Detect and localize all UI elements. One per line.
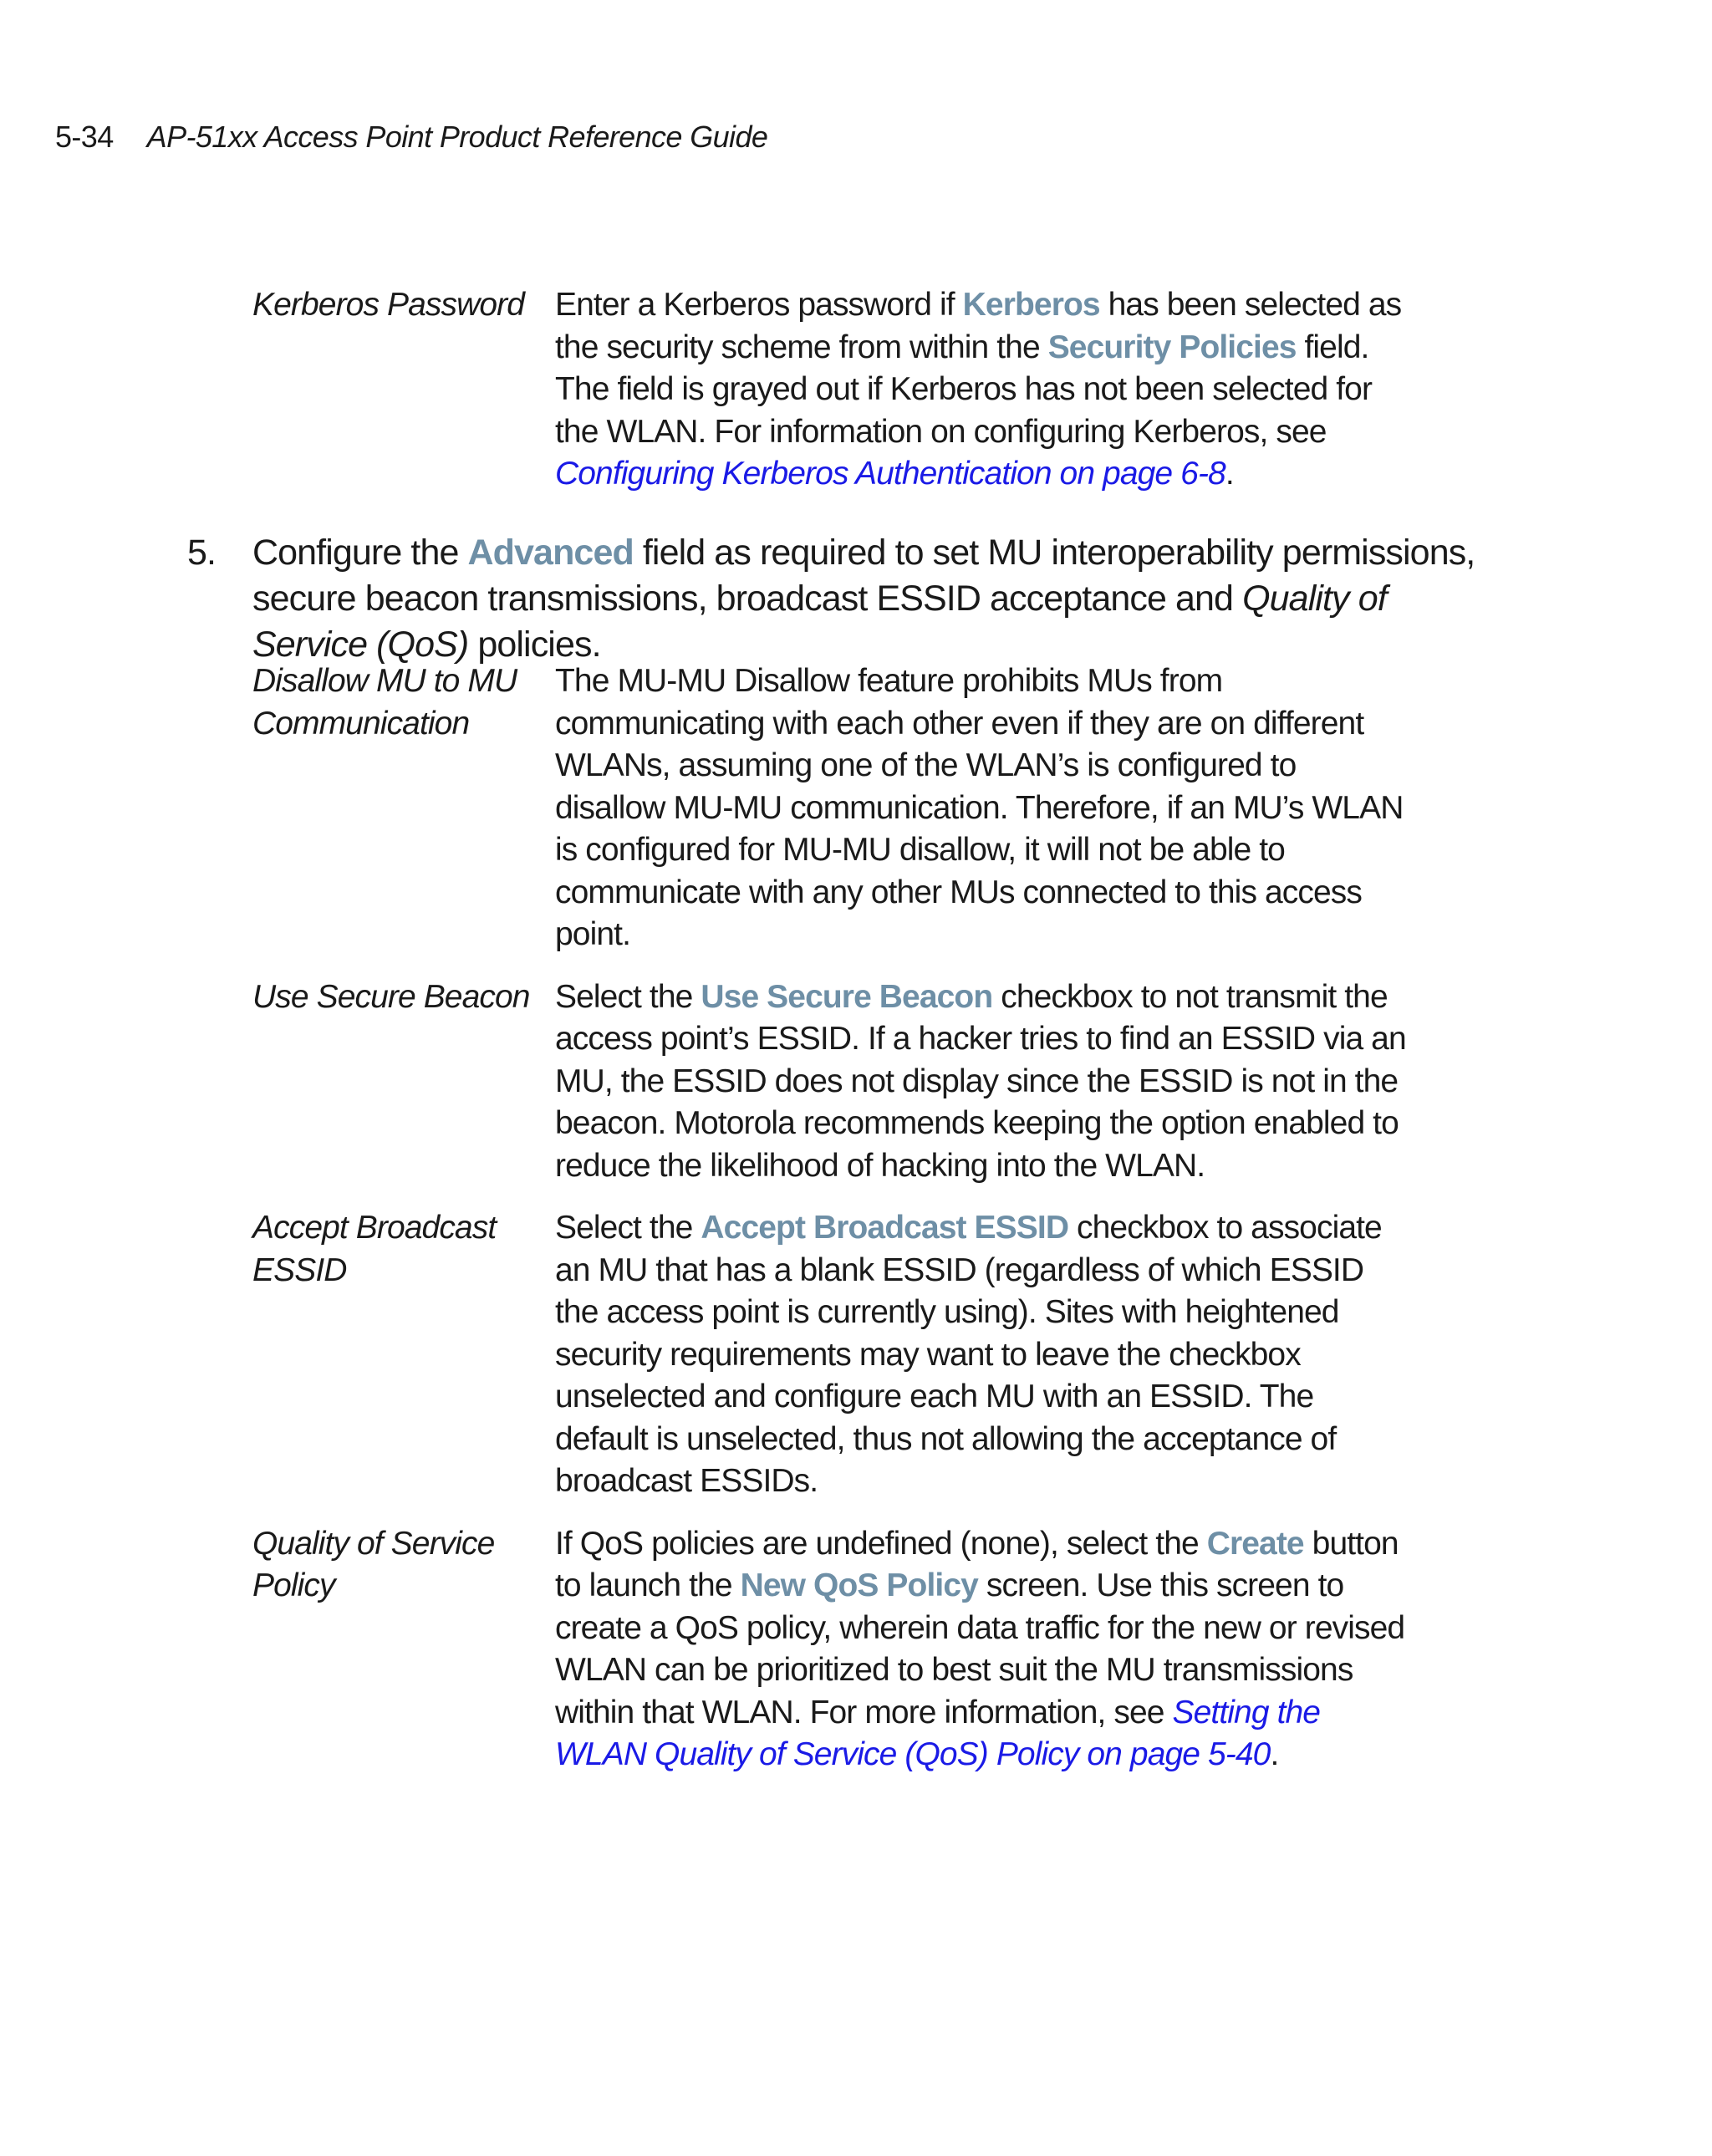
keyword-security-policies: Security Policies (1047, 329, 1297, 365)
keyword-use-secure-beacon: Use Secure Beacon (701, 978, 993, 1015)
page-header (55, 117, 767, 157)
description-use-secure-beacon (555, 976, 1408, 1188)
kerberos-definition-table (252, 284, 1456, 516)
definition-row-qos-policy (252, 1523, 1456, 1776)
definition-row-accept-broadcast (252, 1207, 1456, 1503)
link-configuring-kerberos[interactable]: Configuring Kerberos Authentication on page 6-8 (555, 456, 1225, 492)
keyword-create: Create (1206, 1525, 1304, 1562)
keyword-kerberos: Kerberos (962, 287, 1100, 323)
advanced-definition-table (252, 660, 1456, 1797)
description-kerberos-password (555, 284, 1408, 496)
term-quality-of-service-policy: Quality of Service Policy (252, 1525, 495, 1603)
step-text-part: field as required to set MU interoperability permissions, secure beacon transmissions, broadcast ESSID acceptance and (252, 533, 1475, 619)
step-number: 5. (187, 533, 217, 573)
desc-text: checkbox to not transmit the access point’s ESSID. If a hacker tries to find an ESSID via an MU, the ESSID does not display since the ESSID is not in the beacon. Motorola recommends keeping the option enabled to reduce the likelihood of hacking into the WLAN. (555, 978, 1406, 1184)
desc-text: If QoS policies are undefined (none), select the (555, 1525, 1207, 1562)
desc-text: Enter a Kerberos password if (555, 287, 963, 323)
step-5 (187, 530, 1508, 668)
qos-term: Quality of Service (QoS) (252, 579, 1387, 665)
term-kerberos-password: Kerberos Password (252, 287, 525, 323)
keyword-advanced: Advanced (467, 533, 634, 573)
desc-text: Select the (555, 1210, 701, 1246)
description-quality-of-service-policy (555, 1523, 1408, 1776)
step-text-part: policies. (468, 624, 601, 665)
step-text-part: Configure the (252, 533, 468, 573)
desc-text: . (1270, 1736, 1279, 1772)
link-setting-wlan-qos-policy[interactable]: Setting the WLAN Quality of Service (QoS) Policy on page 5-40 (555, 1694, 1321, 1772)
description-disallow-mu-to-mu: The MU-MU Disallow feature prohibits MUs from communicating with each other even if they are on different WLANs, assuming one of the WLAN’s is configured to disallow MU-MU communication. Therefore, if an MU’s WLAN is configured for MU-MU disallow, it will not be able to communicate with any other MUs connected to this access point. (555, 663, 1404, 952)
description-accept-broadcast-essid (555, 1207, 1408, 1503)
desc-text: button to launch the (555, 1525, 1399, 1603)
term-disallow-mu-to-mu: Disallow MU to MU Communication (252, 663, 517, 742)
desc-text: field. The field is grayed out if Kerberos has not been selected for the WLAN. For information on configuring Kerberos, see (555, 329, 1373, 450)
step-text (252, 530, 1506, 668)
keyword-new-qos-policy: New QoS Policy (740, 1567, 978, 1603)
desc-text: screen. Use this screen to create a QoS policy, wherein data traffic for the new or revised WLAN can be prioritized to best suit the MU transmissions within that WLAN. For more information, see (555, 1567, 1405, 1730)
desc-text: Select the (555, 978, 701, 1015)
desc-text: checkbox to associate an MU that has a blank ESSID (regardless of which ESSID the access point is currently using). Sites with heightened security requirements may want to leave the checkbox unselected and configure each MU with an ESSID. The default is unselected, thus not allowing the acceptance of broadcast ESSIDs. (555, 1210, 1382, 1499)
guide-title: AP-51xx Access Point Product Reference Guide (146, 120, 768, 154)
definition-row-disallow-mu (252, 660, 1456, 956)
page-number: 5-34 (55, 120, 114, 154)
desc-text: . (1225, 456, 1234, 492)
keyword-accept-broadcast-essid: Accept Broadcast ESSID (701, 1210, 1069, 1246)
term-accept-broadcast-essid: Accept Broadcast ESSID (252, 1210, 497, 1288)
definition-row-secure-beacon (252, 976, 1456, 1188)
definition-row-kerberos-password (252, 284, 1456, 496)
desc-text: has been selected as the security scheme from within the (555, 287, 1402, 365)
term-use-secure-beacon: Use Secure Beacon (252, 978, 530, 1015)
